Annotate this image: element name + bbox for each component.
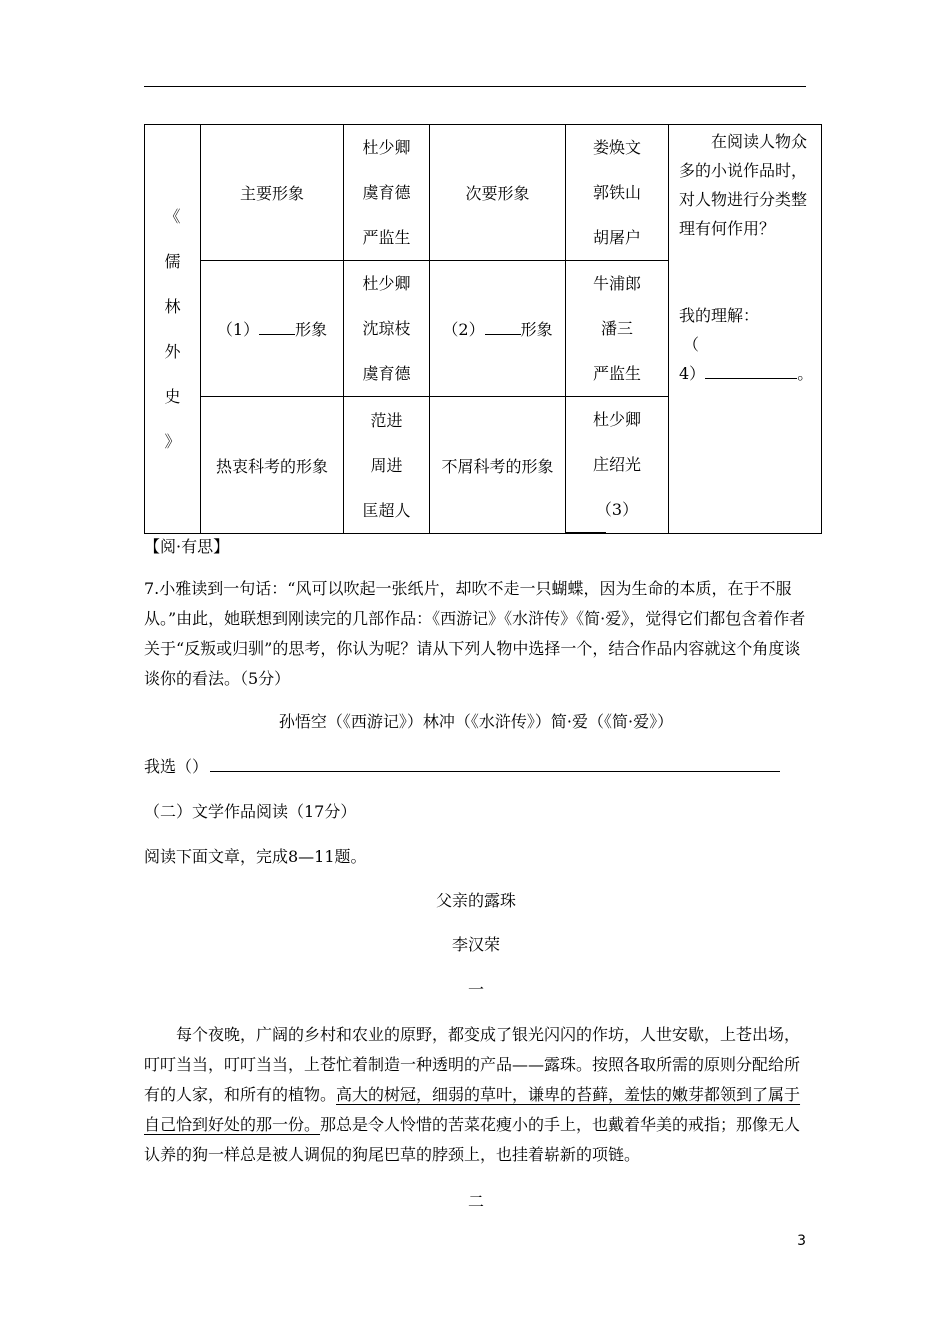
note-answer-label: 我的理解：: [679, 306, 760, 325]
label-disdain-exam: 不屑科考的形象: [430, 397, 566, 534]
header-rule: [144, 86, 806, 87]
names-disdain-exam: 杜少卿 庄绍光 （3）: [566, 397, 669, 534]
names-keen-exam: 范进 周进 匡超人: [344, 397, 430, 534]
note-answer-line[interactable]: 4） 。: [679, 364, 814, 383]
names-secondary: 娄焕文 郭铁山 胡屠户: [566, 125, 669, 261]
note-answer-open: （: [683, 335, 700, 354]
label-blank-1[interactable]: （1） 形象: [201, 261, 344, 397]
blank-3[interactable]: （3）: [566, 487, 668, 533]
label-blank-2[interactable]: （2） 形象: [430, 261, 566, 397]
page-number: 3: [797, 1233, 806, 1249]
q7-options: 孙悟空（《西游记》）林冲（《水浒传》）简·爱（《简·爱》）: [278, 712, 674, 731]
section-marker-2: 二: [467, 1192, 484, 1211]
label-main-image: 主要形象: [201, 125, 344, 261]
underlined-sentence: 高大的树冠，细弱的草叶，谦卑的苔藓，羞怯的嫩芽都领到了属于自己恰到好处的那一份。: [144, 1085, 801, 1134]
q7-choose-line[interactable]: 我选（）: [144, 752, 784, 782]
character-classification-table: [144, 124, 822, 534]
part2-heading: （二）文学作品阅读（17分）: [144, 802, 357, 821]
book-title-vertical: 《 儒 林 外 史 》: [145, 125, 201, 534]
note-cell: [669, 125, 822, 534]
note-question: 在阅读人物众多的小说作品时，对人物进行分类整理有何作用？: [679, 132, 808, 238]
question-7: 7.小雅读到一句话：“风可以吹起一张纸片，却吹不走一只蝴蝶，因为生命的本质，在于不服从。”由此，她联想到刚读完的几部作品：《西游记》《水浒传》《简·爱》，觉得它们都包含着作者关于“反叛或归驯”的思考，你认为呢？请从下列人物中选择一个，结合作品内容就这个角度谈谈你的看法。（5分）: [144, 579, 806, 688]
names-row2-right: 牛浦郎 潘三 严监生: [566, 261, 669, 397]
article-title: 父亲的露珠: [435, 891, 516, 910]
article-author: 李汉荣: [451, 935, 500, 954]
article-paragraph-1: 每个夜晚，广阔的乡村和农业的原野，都变成了银光闪闪的作坊，人世安歇，上苍出场，叮叮当当，叮叮当当，上苍忙着制造一种透明的产品——露珠。按照各取所需的原则分配给所有的人家，和所有的植物。高大的树冠，细弱的草叶，谦卑的苔藓，羞怯的嫩芽都领到了属于自己恰到好处的那一份。那总是令人怜惜的苦菜花瘦小的手上，也戴着华美的戒指；那像无人认养的狗一样总是被人调侃的狗尾巴草的脖颈上，也挂着崭新的项链。: [144, 1025, 801, 1164]
names-row2-left: 杜少卿 沈琼枝 虞育德: [344, 261, 430, 397]
reading-instruction: 阅读下面文章，完成8—11题。: [144, 847, 367, 866]
label-secondary-image: 次要形象: [430, 125, 566, 261]
label-keen-exam: 热衷科考的形象: [201, 397, 344, 534]
section-heading: 【阅·有思】: [144, 537, 230, 556]
names-main: 杜少卿 虞育德 严监生: [344, 125, 430, 261]
section-marker-1: 一: [467, 980, 484, 999]
